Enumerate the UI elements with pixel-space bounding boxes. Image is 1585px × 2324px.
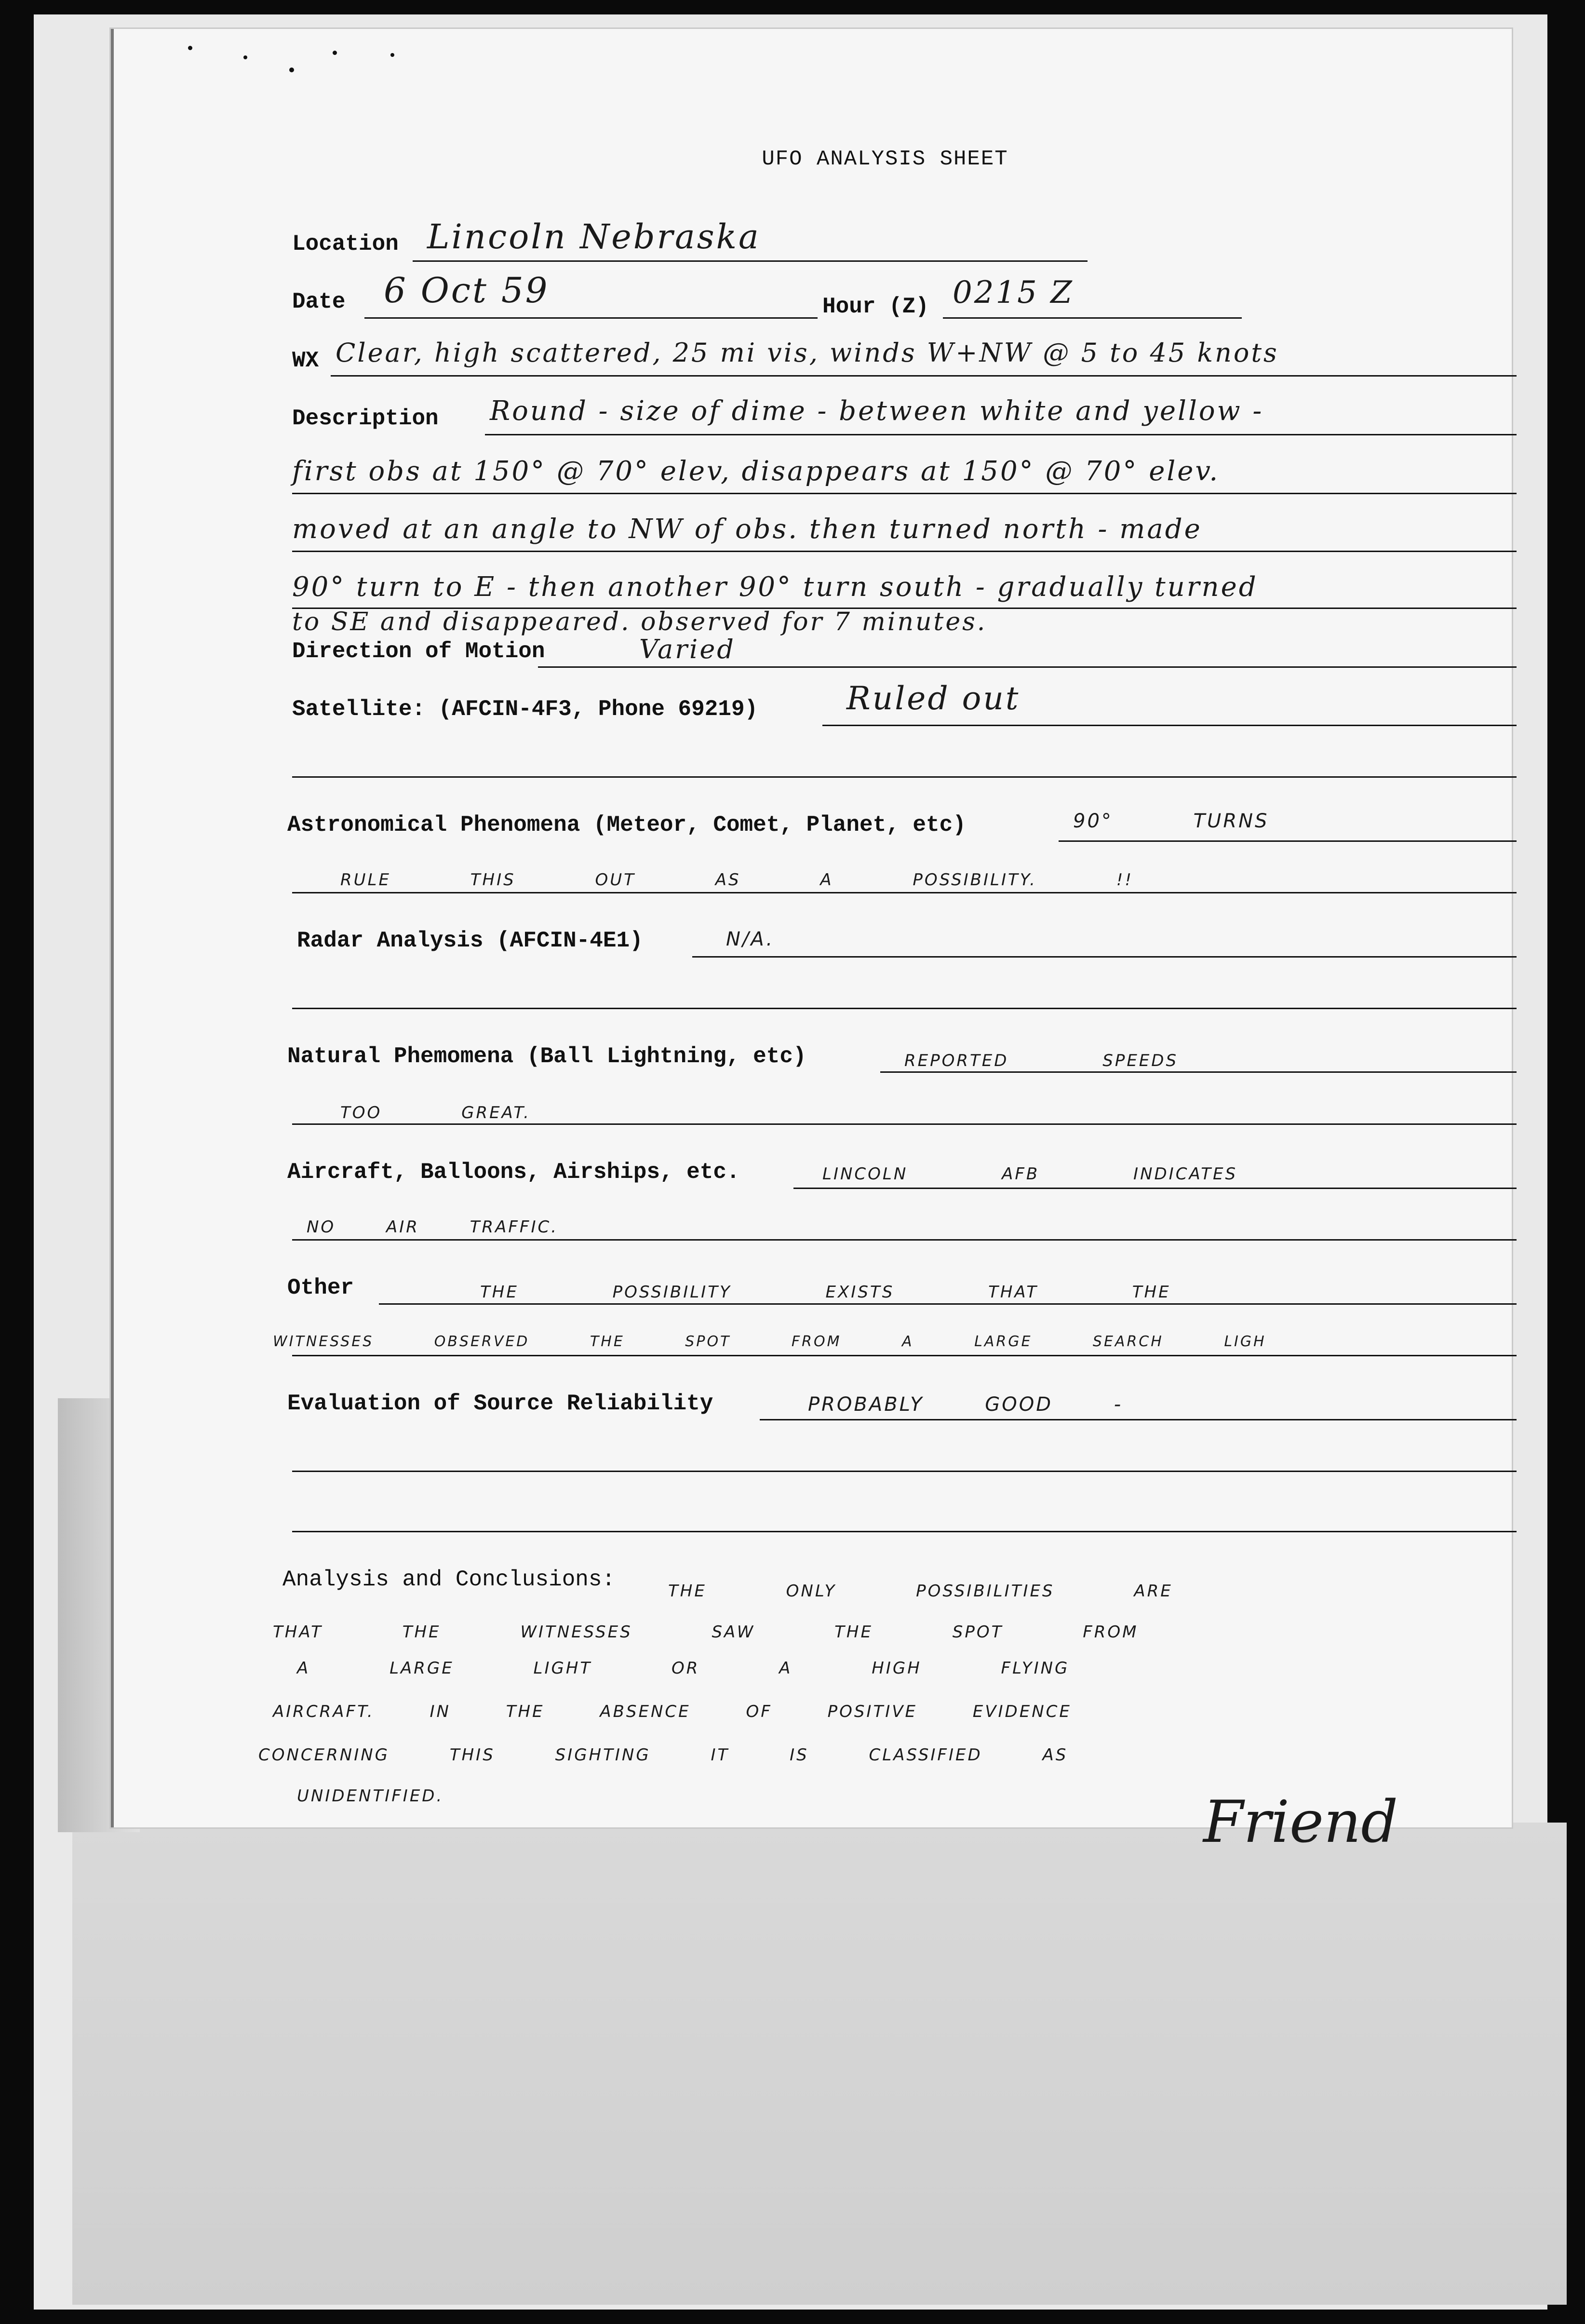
description-label: Description [292,406,439,431]
reliability-line-1 [760,1419,1517,1420]
astronomical-line-2 [292,892,1517,893]
other-line-2 [292,1355,1517,1356]
date-label: Date [292,289,346,314]
other-entry-2: WITNESSES OBSERVED THE SPOT FROM A LARGE SEARCH LIGH [273,1333,1266,1350]
aircraft-label: Aircraft, Balloons, Airships, etc. [287,1160,740,1185]
radar-label: Radar Analysis (AFCIN-4E1) [297,928,643,953]
description-line-1 [485,434,1517,435]
satellite-entry: Ruled out [846,680,1021,717]
natural-line-2 [292,1123,1517,1125]
wx-line [331,375,1517,377]
wx-entry: Clear, high scattered, 25 mi vis, winds W+NW @ 5 to 45 knots [336,338,1279,368]
aircraft-line-1 [793,1188,1517,1189]
analysis-entry-4: AIRCRAFT. IN THE ABSENCE OF POSITIVE EVIDENCE [273,1702,1072,1721]
analysis-entry-2: THAT THE WITNESSES SAW THE SPOT FROM [273,1622,1139,1642]
dust-speck [390,53,394,57]
other-entry-1: THE POSSIBILITY EXISTS THAT THE [480,1283,1171,1302]
direction-label: Direction of Motion [292,639,545,664]
aircraft-line-2 [292,1239,1517,1241]
underlying-card [72,1823,1567,2305]
description-entry-4: 90° turn to E - then another 90° turn south - gradually turned [292,571,1258,603]
aircraft-entry-2: NO AIR TRAFFIC. [307,1217,559,1237]
wx-label: WX [292,348,319,373]
analysis-entry-6: UNIDENTIFIED. [297,1786,444,1806]
description-entry-3: moved at an angle to NW of obs. then turned north - made [292,513,1202,545]
hour-label: Hour (Z) [822,294,929,319]
astronomical-entry-2: RULE THIS OUT AS A POSSIBILITY. !! [340,870,1134,890]
natural-entry-2: TOO GREAT. [340,1103,531,1122]
radar-line-2 [292,1008,1517,1009]
reliability-line-3 [292,1531,1517,1532]
natural-label: Natural Phemomena (Ball Lightning, etc) [287,1044,806,1069]
direction-entry: Varied [639,634,736,664]
date-line [364,317,818,319]
astronomical-entry-1: 90° TURNS [1073,810,1269,832]
other-line-1 [379,1303,1517,1305]
hour-line [943,317,1242,319]
natural-entry-1: REPORTED SPEEDS [904,1051,1179,1070]
dust-speck [333,51,337,55]
reliability-label: Evaluation of Source Reliability [287,1391,713,1416]
natural-line-1 [880,1071,1517,1073]
description-entry-1: Round - size of dime - between white and yellow - [490,395,1264,427]
location-line [413,260,1088,262]
reliability-line-2 [292,1471,1517,1472]
hour-entry: 0215 Z [953,275,1074,311]
astronomical-label: Astronomical Phenomena (Meteor, Comet, Planet, etc) [287,812,966,838]
location-entry: Lincoln Nebraska [427,217,761,257]
radar-entry: N/A. [726,928,775,950]
analysis-label: Analysis and Conclusions: [282,1567,616,1592]
satellite-line-1 [822,725,1517,726]
other-label: Other [287,1275,354,1300]
dust-speck [243,55,247,59]
dust-speck [289,68,294,72]
description-line-2 [292,493,1517,494]
date-entry: 6 Oct 59 [384,270,550,311]
description-entry-5: to SE and disappeared. observed for 7 minutes. [292,608,987,636]
analysis-entry-1: THE ONLY POSSIBILITIES ARE [668,1581,1173,1601]
aircraft-entry-1: LINCOLN AFB INDICATES [822,1164,1238,1184]
location-label: Location [292,231,399,257]
description-entry-2: first obs at 150° @ 70° elev, disappears at 150° @ 70° elev. [292,456,1220,487]
reliability-entry: PROBABLY GOOD - [808,1393,1123,1416]
analyst-signature: Friend [1203,1789,1398,1856]
satellite-label: Satellite: (AFCIN-4F3, Phone 69219) [292,697,758,722]
description-line-3 [292,551,1517,552]
astronomical-line-1 [1059,840,1517,842]
analysis-sheet [111,29,1512,1856]
sheet-title: UFO ANALYSIS SHEET [762,147,1008,171]
dust-speck [188,46,192,50]
analysis-entry-3: A LARGE LIGHT OR A HIGH FLYING [297,1659,1070,1678]
direction-line [538,666,1517,668]
analysis-entry-5: CONCERNING THIS SIGHTING IT IS CLASSIFIED AS [258,1745,1068,1765]
satellite-line-2 [292,776,1517,778]
radar-line-1 [692,956,1517,958]
